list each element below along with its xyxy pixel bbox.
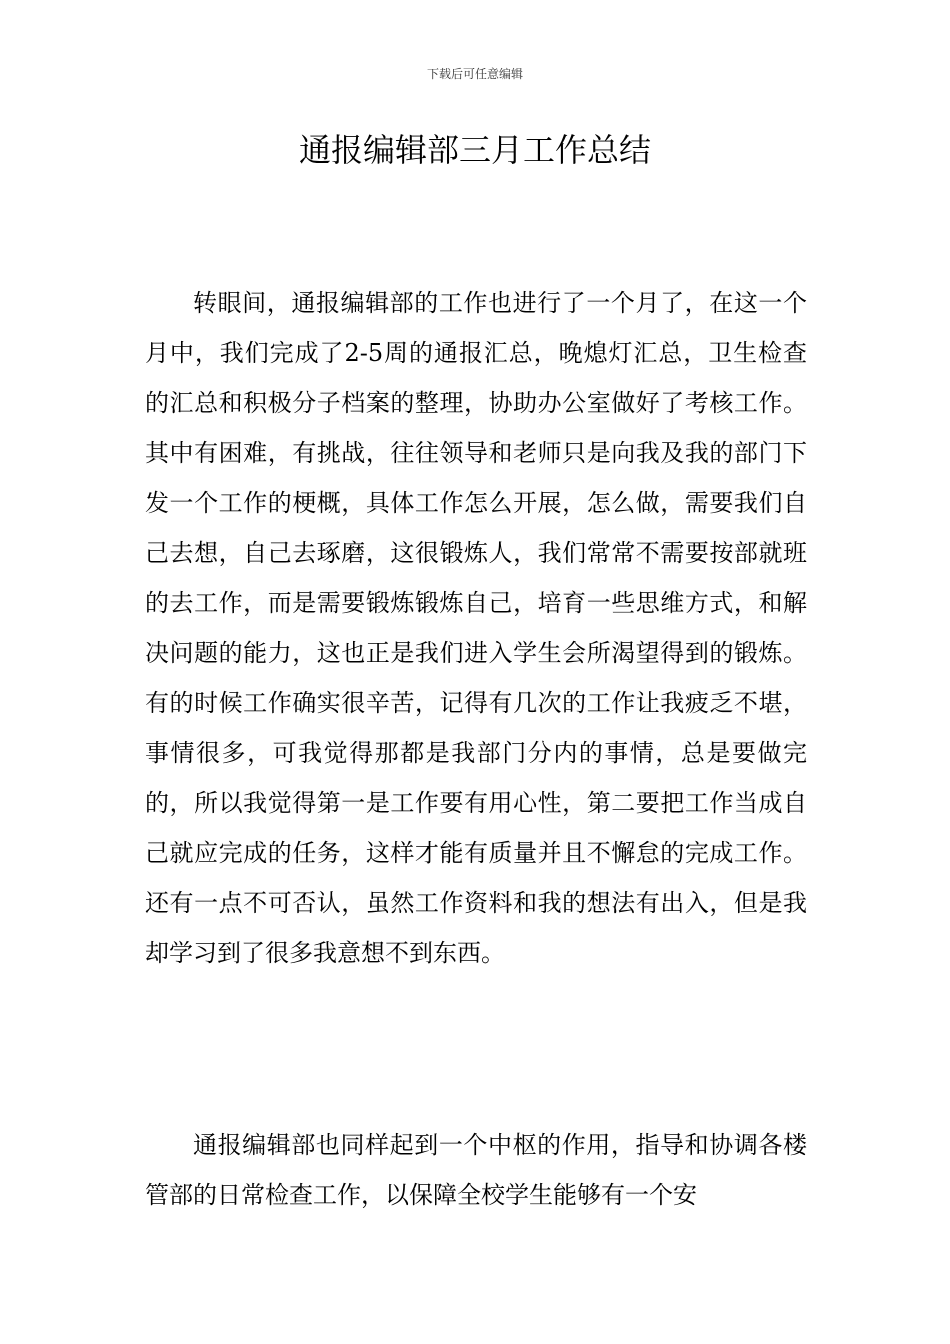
paragraph-2: 通报编辑部也同样起到一个中枢的作用，指导和协调各楼管部的日常检查工作，以保障全校学生能够有一个安 (145, 1131, 807, 1209)
page-header-note: 下载后可任意编辑 (426, 67, 523, 81)
document-title: 通报编辑部三月工作总结 (298, 131, 651, 169)
paragraph-1: 转眼间，通报编辑部的工作也进行了一个月了，在这一个月中，我们完成了2-5周的通报汇总，晚熄灯汇总，卫生检查的汇总和积极分子档案的整理，协助办公室做好了考核工作。其中有困难，有挑战，往往领导和老师只是向我及我的部门下发一个工作的梗概，具体工作怎么开展，怎么做，需要我们自己去想，自己去琢磨，这很锻炼人，我们常常不需要按部就班的去工作，而是需要锻炼锻炼自己，培育一些思维方式，和解决问题的能力，这也正是我们进入学生会所渴望得到的锻炼。有的时候工作确实很辛苦，记得有几次的工作让我疲乏不堪，事情很多，可我觉得那都是我部门分内的事情，总是要做完的，所以我觉得第一是工作要有用心性，第二要把工作当成自己就应完成的任务，这样才能有质量并且不懈怠的完成工作。还有一点不可否认，虽然工作资料和我的想法有出入，但是我却学习到了很多我意想不到东西。 (145, 289, 807, 967)
